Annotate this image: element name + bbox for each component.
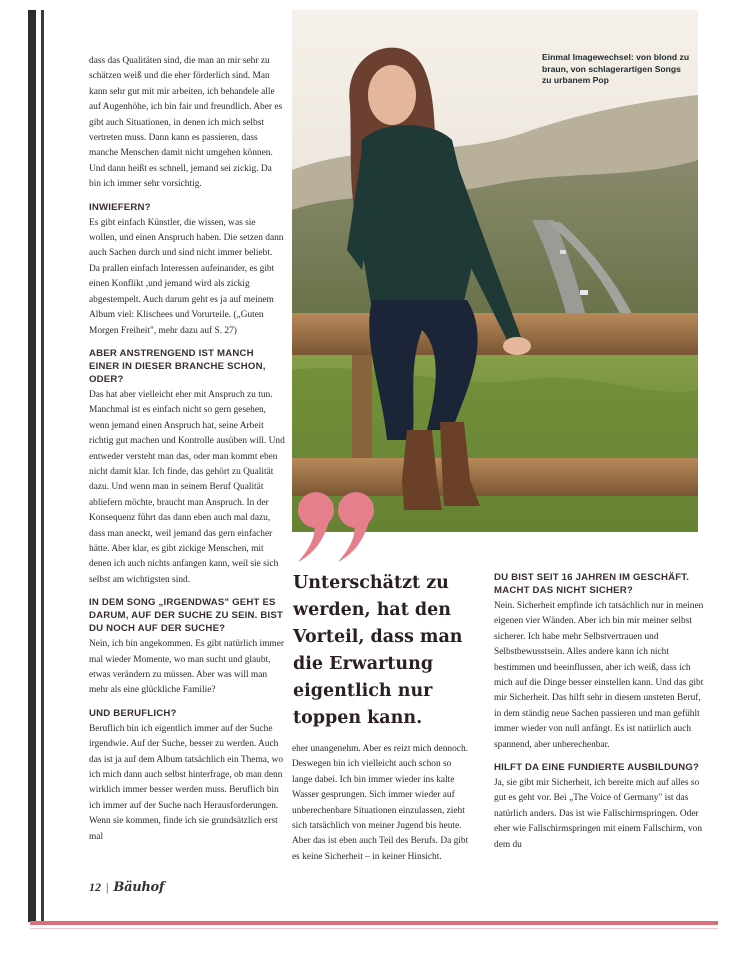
magazine-logo: Bäuhof (113, 880, 165, 895)
middle-column (292, 742, 472, 873)
answer-ausbildung: Ja, sie gibt mir Sicherheit, ich bereite mich auf alles so gut es geht vor. Bei „The Voice of Germany" ist das natürlich anders. Das ist wie Fallschirmspringen. Oder eher wie Fallschirmspringen mit einem Fallschirm, von dem du (494, 778, 703, 850)
question-beruflich: UND BERUFLICH? (89, 707, 177, 719)
quote-mark-icon (296, 488, 378, 571)
question-inwiefern: INWIEFERN? (89, 201, 151, 213)
question-geschaeft: DU BIST SEIT 16 JAHREN IM GESCHÄFT. MACHT DAS NICHT SICHER? (494, 572, 690, 596)
bottom-thin-rule (30, 928, 718, 929)
binding-spine (28, 10, 36, 922)
answer-irgendwas: Nein, ich bin angekommen. Es gibt natürlich immer mal wieder Momente, wo man sucht und glaubt, etwas verändern zu müssen. Aber was will man mehr als eine glückliche Familie? (89, 639, 285, 696)
question-ausbildung: HILFT DA EINE FUNDIERTE AUSBILDUNG? (494, 762, 700, 774)
middle-paragraph: eher unangenehm. Aber es reizt mich dennoch. Deswegen bin ich vielleicht auch schon so lange dabei. Ich bin immer wieder ins kalte Wasser gesprungen. Sich immer wieder auf unberechenbare Situationen einzulassen, zieht sich tatsächlich von meiner Jugend bis heute. Aber das ist eben auch Teil des Berufs. Da gibt es keine Sicherheit – in keiner Hinsicht. (292, 744, 469, 862)
question-anstrengend: ABER ANSTRENGEND IST MANCH EINER IN DIESER BRANCHE SCHON, ODER? (89, 347, 266, 385)
page-number: 12 (89, 880, 101, 894)
answer-geschaeft: Nein. Sicherheit empfinde ich tatsächlich nur in meinen eigenen vier Wänden. Aber ich bin mir meiner selbst sicherer. Ich habe mehr Selbstvertrauen und Selbstbewusstsein. Alles andere kann ich nicht bestimmen und beeinflussen, aber ich weiß, dass ich mich auf die Dinge besser einstellen kann. Und das gibt mir Sicherheit. Das hilft sehr in diesem unsteten Beruf, in dem ständig neue Sachen passieren und man gefühlt immer wieder von null anfängt. Es ist natürlich auch spannend, aber unberechenbar. (494, 601, 704, 750)
binding-line (41, 10, 44, 922)
bottom-accent-rule (30, 921, 718, 925)
portrait-photo (292, 10, 698, 532)
pull-quote: Unterschätzt zu werden, hat den Vorteil, dass man die Erwartung eigentlich nur toppen kann. (293, 573, 463, 728)
photo-illustration (292, 10, 698, 532)
intro-paragraph: dass das Qualitäten sind, die man an mir sehr zu schätzen weiß und die eher förderlich sind. Man kann sehr gut mit mir arbeiten, ich behandele alle auf Augenhöhe, ich bin fair und freundlich. Aber es gibt auch Situationen, in denen ich mich selbst vertreten muss. Dann kann es passieren, dass manche Menschen damit nicht umgehen können. Und dann heißt es schnell, jemand sei zickig. Da bin ich immer sehr vorsichtig. (89, 56, 283, 190)
question-irgendwas: IN DEM SONG „IRGENDWAS" GEHT ES DARUM, AUF DER SUCHE ZU SEIN. BIST DU NOCH AUF DER SUCHE? (89, 597, 284, 635)
footer-separator: | (106, 880, 109, 894)
photo-caption: Einmal Imagewechsel: von blond zu braun, von schlagerartigen Songs zu urbanem Pop (542, 52, 690, 86)
right-column (494, 565, 704, 861)
answer-inwiefern: Es gibt einfach Künstler, die wissen, was sie wollen, und einen Anspruch haben. Die setzen dann auch Sachen durch und sind nicht immer beliebt. Da prallen einfach Interessen aufeinander, es gibt einen Konflikt ,und jemand wird als zickig abgestempelt. Auch darum geht es ja auf meinem Album viel: Klischees und Vorurteile. („Guten Morgen Freiheit", mehr dazu auf S. 27) (89, 217, 284, 336)
answer-anstrengend: Das hat aber vielleicht eher mit Anspruch zu tun. Manchmal ist es einfach nicht so gern gesehen, wenn jemand einen Anspruch hat, seine Arbeit richtig gut machen und Kontrolle ausüben will. Und entweder versteht man das, oder man kommt eben nicht damit klar. Ich finde, das gehört zu Qualität dazu. Und wenn man in seinem Beruf Qualität abliefern möchte, braucht man Anspruch. In der Konsequenz führt das dann eben auch mal dazu, dass man aneckt, weil jemand das gern einfacher hätte. Aber klar, es gibt zickige Menschen, mit denen ich auch nichts anfangen kann, weil sie sich selbst am wichtigsten sind. (89, 389, 285, 585)
page-footer (89, 880, 164, 895)
left-column (89, 54, 285, 853)
answer-beruflich: Beruflich bin ich eigentlich immer auf der Suche irgendwie. Auf der Suche, besser zu werden. Auch das ist ja auf dem Album tatsächlich ein Thema, wo ich mich dann auch selbst hinterfrage, ob man denn wirklich immer besser werden muss. Beruflich bin ich immer auf der Suche nach Herausforderungen. Wenn sie kommen, finde ich sie grundsätzlich erst mal (89, 723, 284, 842)
